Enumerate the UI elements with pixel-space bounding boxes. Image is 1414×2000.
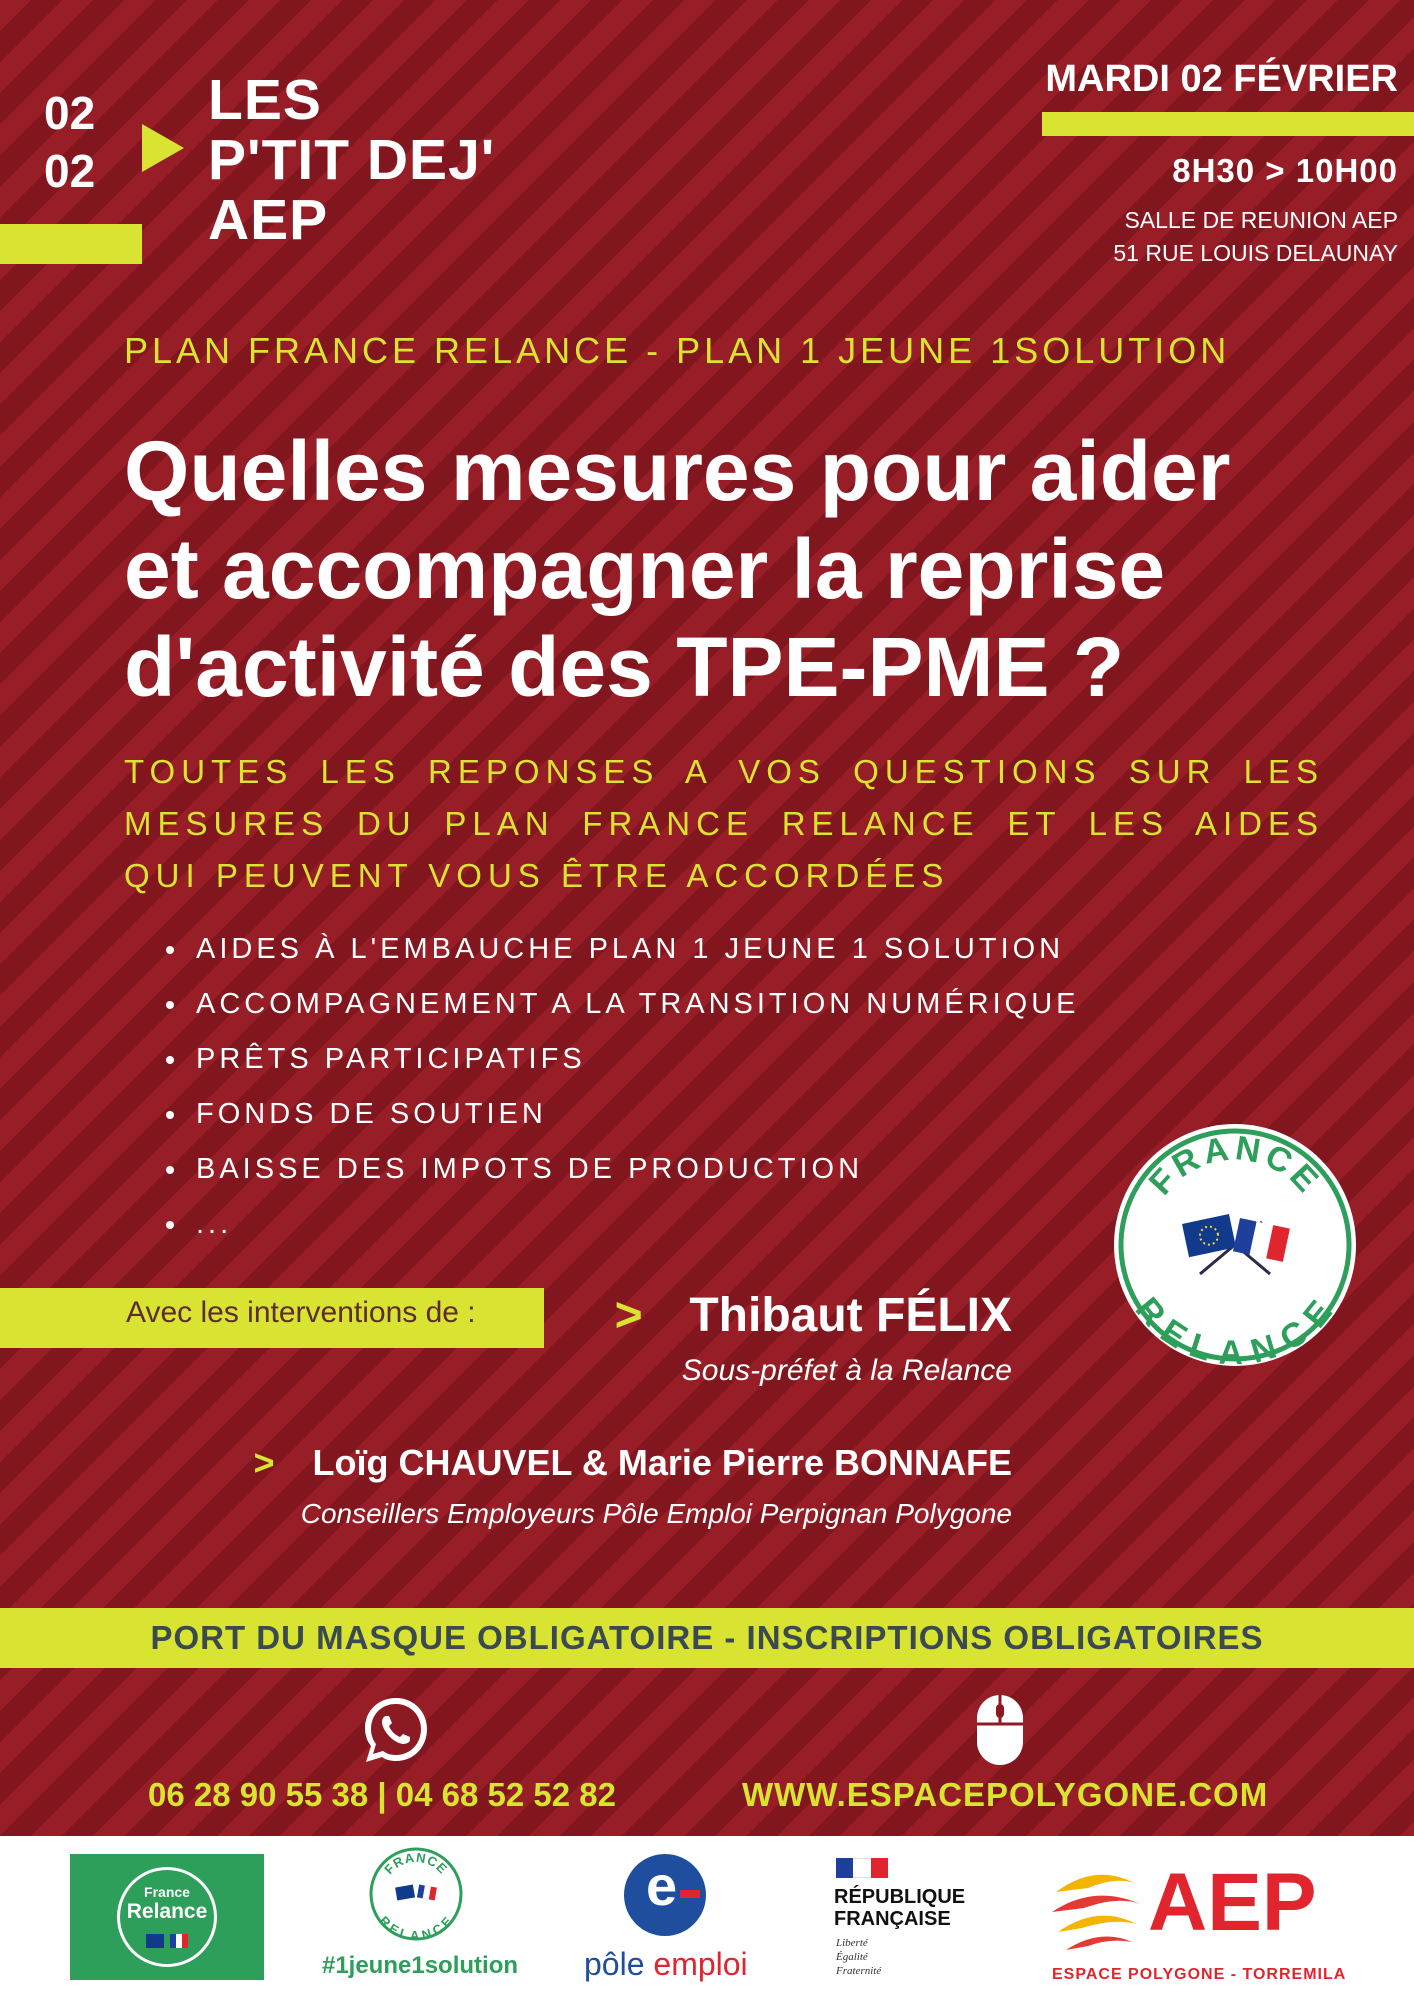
- notice-bar: [0, 1608, 1414, 1668]
- hashtag-label: #1jeune1solution: [321, 1952, 519, 1979]
- accent-bar-right: [1042, 112, 1414, 136]
- headline-line-1: Quelles mesures pour aider: [124, 424, 1231, 518]
- mouse-icon: [974, 1692, 1026, 1768]
- france-relance-badge: [1112, 1122, 1358, 1368]
- headline-line-2: et accompagner la reprise: [124, 522, 1166, 616]
- republique-francaise-label: RÉPUBLIQUE FRANÇAISE: [834, 1886, 966, 1930]
- bullet-icon: [166, 1166, 174, 1174]
- speaker-2-role: Conseillers Employeurs Pôle Emploi Perpignan Polygone: [300, 1498, 1012, 1529]
- list-item: AIDES À L'EMBAUCHE PLAN 1 JEUNE 1 SOLUTION: [166, 922, 1080, 977]
- series-line-1: LES: [208, 68, 322, 132]
- phone-numbers[interactable]: 06 28 90 55 38 | 04 68 52 52 82: [148, 1776, 616, 1813]
- bullet-icon: [166, 1111, 174, 1119]
- france-relance-badge-icon: [1112, 1122, 1358, 1368]
- event-place: [1113, 204, 1398, 270]
- accent-bar-left: [0, 224, 142, 264]
- devise-label: Liberté Égalité Fraternité: [836, 1937, 882, 1977]
- speaker-2-name: > Loïg CHAUVEL & Marie Pierre BONNAFE: [253, 1442, 1012, 1483]
- speakers-label: Avec les interventions de :: [126, 1296, 476, 1329]
- date-day: 02: [44, 87, 96, 139]
- svg-text:FRANCE: FRANCE: [381, 1849, 451, 1878]
- headline: [124, 422, 1364, 716]
- aep-logo-text: AEP: [1148, 1857, 1317, 1948]
- france-relance-small-badge-icon: [368, 1846, 464, 1942]
- event-date-number: [44, 84, 95, 200]
- list-item: PRÊTS PARTICIPATIFS: [166, 1032, 1080, 1087]
- bullet-icon: [166, 1221, 174, 1229]
- france-relance-logo-small: France: [144, 1884, 190, 1900]
- notice-text: PORT DU MASQUE OBLIGATOIRE - INSCRIPTIONS OBLIGATOIRES: [150, 1619, 1264, 1656]
- aep-subtitle: ESPACE POLYGONE - TORREMILA: [1052, 1966, 1347, 1983]
- whatsapp-icon: [360, 1694, 432, 1766]
- aep-logo-icon: [1048, 1862, 1144, 1958]
- headline-line-3: d'activité des TPE-PME ?: [124, 620, 1125, 714]
- event-place-line-2: 51 RUE LOUIS DELAUNAY: [1113, 240, 1398, 266]
- badge-text-bottom: RELANCE: [1127, 1290, 1343, 1368]
- chevron-right-icon: >: [614, 1289, 643, 1342]
- france-relance-logo: [70, 1854, 264, 1980]
- plan-subtitle: PLAN FRANCE RELANCE - PLAN 1 JEUNE 1SOLUTION: [124, 330, 1231, 371]
- event-place-line-1: SALLE DE REUNION AEP: [1124, 207, 1398, 233]
- speaker-1-role: Sous-préfet à la Relance: [681, 1354, 1012, 1387]
- speaker-1-name: > Thibaut FÉLIX: [614, 1289, 1012, 1342]
- svg-text:RELANCE: RELANCE: [376, 1913, 456, 1942]
- list-item: ACCOMPAGNEMENT A LA TRANSITION NUMÉRIQUE: [166, 977, 1080, 1032]
- intro-text: TOUTES LES REPONSES A VOS QUESTIONS SUR LES MESURES DU PLAN FRANCE RELANCE ET LES AIDES QUI PEUVENT VOUS ÊTRE ACCORDÉES: [124, 753, 1324, 894]
- eu-flag-icon: [146, 1934, 164, 1948]
- event-day: MARDI 02 FÉVRIER: [1045, 58, 1398, 100]
- pole-emploi-label: pôle emploi: [584, 1946, 748, 1982]
- bullet-icon: [166, 1001, 174, 1009]
- measures-list: [166, 922, 1080, 1252]
- series-line-2: P'TIT DEJ': [208, 128, 496, 192]
- france-relance-logo-big: Relance: [126, 1900, 208, 1923]
- website-link[interactable]: WWW.ESPACEPOLYGONE.COM: [742, 1776, 1269, 1813]
- bullet-icon: [166, 1056, 174, 1064]
- play-arrow-icon: [142, 124, 184, 172]
- pole-emploi-logo-icon: e: [624, 1854, 706, 1936]
- series-line-3: AEP: [208, 188, 329, 252]
- jeune-solution-badge: [368, 1846, 464, 1942]
- badge-text-top: FRANCE: [1141, 1129, 1329, 1203]
- bullet-icon: [166, 946, 174, 954]
- list-item: BAISSE DES IMPOTS DE PRODUCTION: [166, 1142, 1080, 1197]
- list-item: FONDS DE SOUTIEN: [166, 1087, 1080, 1142]
- chevron-right-icon: >: [253, 1442, 275, 1483]
- date-month: 02: [44, 145, 96, 197]
- event-hours: 8H30 > 10H00: [1172, 152, 1398, 189]
- marianne-logo-icon: [836, 1858, 888, 1878]
- partner-logos-footer: [0, 1836, 1414, 2000]
- list-item: ...: [166, 1197, 1080, 1252]
- series-title: [208, 70, 495, 250]
